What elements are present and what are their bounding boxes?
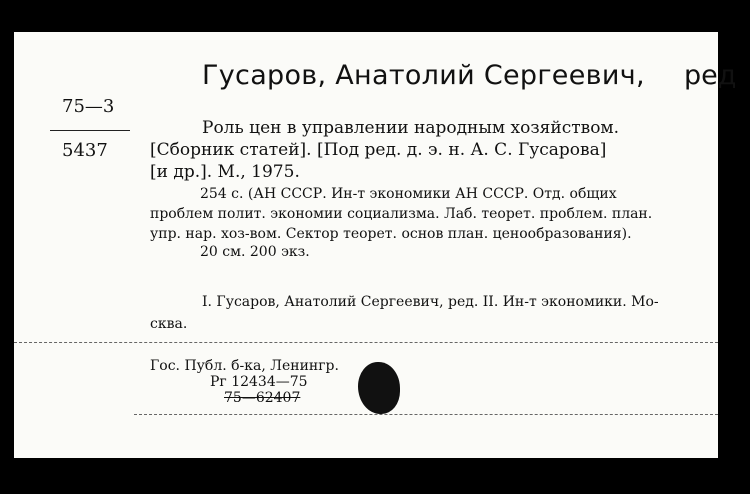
card-separator-dashed [14, 342, 718, 343]
stamp-code-1: Рг 12434—75 [210, 374, 308, 390]
size-line: 20 см. 200 экз. [200, 244, 310, 260]
call-number-bottom: 5437 [62, 140, 108, 161]
description-line-2: проблем полит. экономии социализма. Лаб. теорет. проблем. план. [150, 206, 653, 222]
tracings-line-2: сква. [150, 316, 188, 332]
tracings-line-1: I. Гусаров, Анатолий Сергеевич, ред. II. Ин-т экономики. Мо- [202, 294, 659, 310]
description-line-1: 254 с. (АН СССР. Ин-т экономики АН СССР. Отд. общих [200, 186, 617, 202]
card-separator-lower [134, 414, 718, 415]
call-number-divider [50, 130, 130, 131]
description-line-3: упр. нар. хоз-вом. Сектор теорет. основ план. ценообразования). [150, 226, 632, 242]
ink-blot [358, 362, 400, 414]
catalog-card [14, 32, 737, 458]
card-heading-tail: ред [684, 60, 737, 91]
title-line-2: [Сборник статей]. [Под ред. д. э. н. А. С. Гусарова] [150, 140, 607, 160]
card-heading: Гусаров, Анатолий Сергеевич, [202, 60, 645, 91]
library-stamp: Гос. Публ. б-ка, Ленингр. [150, 358, 339, 374]
title-line-3: [и др.]. М., 1975. [150, 162, 300, 182]
call-number-top: 75—3 [62, 96, 115, 117]
title-line-1: Роль цен в управлении народным хозяйством. [202, 118, 620, 138]
stamp-code-2: 75—62407 [224, 390, 301, 406]
